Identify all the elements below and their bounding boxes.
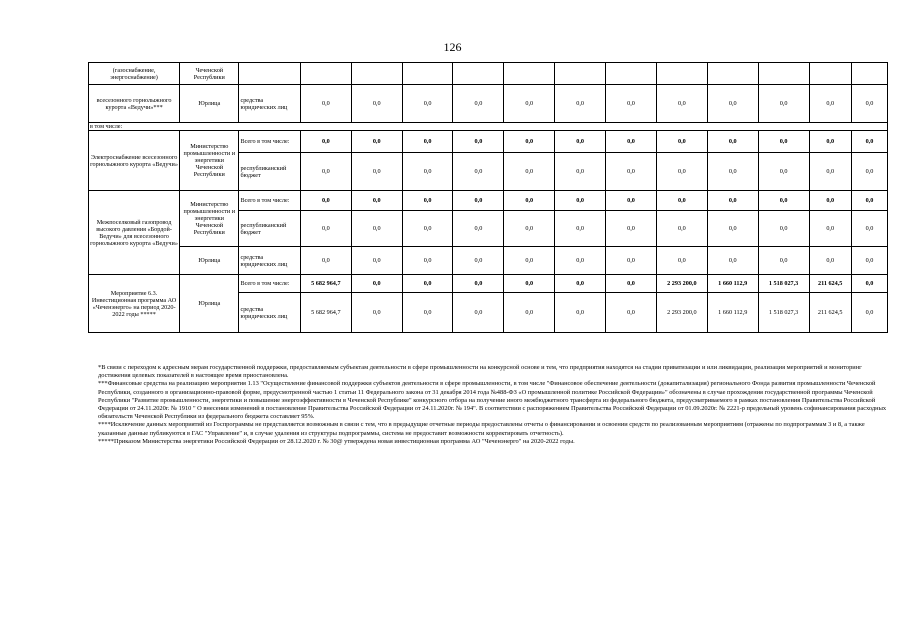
table-cell: средства юридических лиц (239, 247, 300, 275)
table-cell: 0,0 (504, 247, 555, 275)
table-row (89, 275, 888, 293)
table-cell: 0,0 (606, 85, 657, 123)
table-cell: 0,0 (656, 247, 707, 275)
table-cell: 0,0 (656, 191, 707, 211)
table-cell: 0,0 (300, 153, 351, 191)
table-cell: 0,0 (707, 247, 758, 275)
table-cell: 0,0 (351, 247, 402, 275)
table-cell: 0,0 (707, 85, 758, 123)
table-cell: Чеченской Республики (180, 63, 239, 85)
table-cell: 0,0 (851, 275, 887, 293)
footnote: ****Исключение данных мероприятий из Госпрограммы не представляется возможным в связи с тем, что в предыдущие отчетные периоды предоставлены отчеты о финансировании и освоении средств по реализованным мероприятиям (отражены по подпрограммам 3 и 8, а также указанные данные публикуются в ГАС "Управление" и, в случае удаления из структуры подпрограммы, система не предоставит возможности корректировать отчетность). (98, 421, 865, 437)
table-cell (809, 63, 851, 85)
table-cell: 0,0 (402, 211, 453, 247)
table-cell: 211 624,5 (809, 275, 851, 293)
table-cell: 5 682 964,7 (300, 293, 351, 333)
table-row (89, 123, 888, 131)
table-cell: 0,0 (707, 211, 758, 247)
table-cell: Юрлица (180, 247, 239, 275)
table-cell: 0,0 (555, 153, 606, 191)
table-cell: 0,0 (300, 247, 351, 275)
table-cell: 0,0 (555, 247, 606, 275)
table-cell: 0,0 (300, 85, 351, 123)
table-cell: 0,0 (555, 211, 606, 247)
table-cell (504, 63, 555, 85)
footnote: ***Финансовые средства на реализацию мероприятия 1.13 "Осуществление финансовой поддержки субъектов деятельности в сфере промышленности, в том числе "Финансовое обеспечение деятельности (докапитализация) регионального Фонда развития промышленности Чеченской Республики, созданного в организационно-правовой форме, предусмотренной частью 1 статьи 11 Федерального закона от 31 декабря 2014 года №488-ФЗ «О промышленной политике Российской Федерации»" обозначены в случае прохождения государственной программы Чеченской Республики "Развитие промышленности, энергетики и повышение энергоэффективности в Чеченской Республике" конкурсного отбора на получение иного межбюджетного трансферта из федерального бюджета, предусматриваемого в рамках постановления Правительства Российской Федерации от 24.11.2020г. № 1910 " О внесении изменений в постановление Правительства Российской Федерации от 24.11.2020г. № 194". В соответствии с распоряжением Правительства Российской Федерации от 01.09.2020г. № 2221-р предельный уровень софинансирования расходных обязательств Чеченской Республики из федерального бюджета составляет 95%. (98, 380, 887, 421)
table-cell: Министерство промышленности и энергетики Чеченской Республики (180, 191, 239, 247)
table-cell (851, 63, 887, 85)
table-cell: 0,0 (656, 131, 707, 153)
table-cell: всесезонного горнолыжного курорта «Ведучи»*** (89, 85, 180, 123)
table-cell: средства юридических лиц (239, 85, 300, 123)
table-cell (656, 63, 707, 85)
table-cell: 0,0 (758, 211, 809, 247)
table-cell: 0,0 (504, 191, 555, 211)
table-cell: Юрлица (180, 85, 239, 123)
table-cell (606, 63, 657, 85)
table-cell: 0,0 (402, 247, 453, 275)
table-cell: Юрлица (180, 275, 239, 333)
table-cell: 0,0 (300, 131, 351, 153)
table-cell: 0,0 (453, 131, 504, 153)
table-cell: 0,0 (851, 293, 887, 333)
table-cell: 0,0 (851, 153, 887, 191)
table-cell: 0,0 (300, 191, 351, 211)
table-cell: 0,0 (555, 131, 606, 153)
table-cell (707, 63, 758, 85)
table-cell: 0,0 (504, 131, 555, 153)
footnotes (98, 364, 888, 446)
table-cell (300, 63, 351, 85)
table-cell: 0,0 (555, 85, 606, 123)
table-cell: 0,0 (606, 293, 657, 333)
table-row (89, 247, 888, 275)
table-cell: 0,0 (351, 85, 402, 123)
table-cell: 0,0 (351, 191, 402, 211)
table-cell: 0,0 (656, 211, 707, 247)
table-cell: 0,0 (504, 293, 555, 333)
table-cell: 0,0 (453, 153, 504, 191)
table-cell: 0,0 (758, 131, 809, 153)
table-cell: 0,0 (504, 153, 555, 191)
table-cell: 0,0 (851, 131, 887, 153)
table-cell: 0,0 (809, 85, 851, 123)
table-cell (402, 63, 453, 85)
table-cell: Министерство промышленности и энергетики Чеченской Республики (180, 131, 239, 191)
table-cell: республиканский бюджет (239, 211, 300, 247)
table-cell: 1 660 112,9 (707, 293, 758, 333)
table-cell: 0,0 (809, 131, 851, 153)
table-cell: 0,0 (606, 275, 657, 293)
table-row (89, 191, 888, 211)
table-cell (555, 63, 606, 85)
table-cell: 0,0 (809, 191, 851, 211)
table-cell: Мероприятие 6.3. Инвестиционная программа АО «Чеченэнерго» на период 2020-2022 годы ***** (89, 275, 180, 333)
table-row (89, 63, 888, 85)
table-cell: 0,0 (351, 275, 402, 293)
table-cell: (газоснабжение, энергоснабжение) (89, 63, 180, 85)
budget-table (88, 62, 888, 333)
table-cell (758, 63, 809, 85)
table-cell: 0,0 (351, 211, 402, 247)
table-cell: 0,0 (351, 153, 402, 191)
table-cell: Электроснабжение всесезонного горнолыжного курорта «Ведучи» (89, 131, 180, 191)
table-cell: 0,0 (402, 85, 453, 123)
table-cell (453, 63, 504, 85)
table-cell: 0,0 (606, 131, 657, 153)
table-cell: 0,0 (402, 275, 453, 293)
table-cell: средства юридических лиц (239, 293, 300, 333)
table-cell: 0,0 (453, 275, 504, 293)
table-cell: 0,0 (758, 85, 809, 123)
table-cell: 0,0 (402, 131, 453, 153)
table-cell: 0,0 (351, 293, 402, 333)
table-cell: 0,0 (851, 247, 887, 275)
table-cell: 0,0 (453, 191, 504, 211)
table-cell: 0,0 (851, 191, 887, 211)
table-cell: 0,0 (453, 247, 504, 275)
table-cell: 0,0 (758, 191, 809, 211)
table-cell: 0,0 (809, 153, 851, 191)
table-cell: республиканский бюджет (239, 153, 300, 191)
table-cell: 0,0 (555, 293, 606, 333)
table-cell: Всего в том числе: (239, 191, 300, 211)
table-cell: 0,0 (707, 191, 758, 211)
table-cell: 5 682 964,7 (300, 275, 351, 293)
table-cell: 0,0 (351, 131, 402, 153)
table-cell: 1 518 027,3 (758, 275, 809, 293)
table-cell: 0,0 (758, 153, 809, 191)
table-cell: 0,0 (606, 191, 657, 211)
table-cell: 0,0 (851, 211, 887, 247)
table-cell (239, 63, 300, 85)
footnote: *В связи с переходом к адресным мерам государственной поддержки, предоставляемым субъектам деятельности в сфере промышленности на конкурсной основе и тем, что предприятия находятся на стадии приватизации и или ликвидации, реализация мероприятий и мониторинг достижения целевых показателей в настоящее время приостановлена. (98, 364, 862, 380)
table-cell: 0,0 (402, 153, 453, 191)
table-cell: 0,0 (555, 275, 606, 293)
table-cell: 211 624,5 (809, 293, 851, 333)
table-cell (351, 63, 402, 85)
table-cell: Всего в том числе: (239, 275, 300, 293)
table-cell: в том числе: (89, 123, 888, 131)
table-cell: Межпоселковый газопровод высокого давления «Бордой-Ведучи» для всесезонного горнолыжного курорта «Ведучи» (89, 191, 180, 275)
table-cell: 0,0 (809, 211, 851, 247)
table-cell: 0,0 (707, 153, 758, 191)
table-cell: 2 293 200,0 (656, 293, 707, 333)
table-cell: 0,0 (402, 191, 453, 211)
table-cell: 0,0 (504, 211, 555, 247)
table-row (89, 85, 888, 123)
table-cell: 0,0 (606, 247, 657, 275)
table-cell: 0,0 (504, 275, 555, 293)
table-cell: 0,0 (656, 153, 707, 191)
table-cell: 0,0 (606, 153, 657, 191)
table-cell: 0,0 (453, 211, 504, 247)
table-cell: 0,0 (707, 131, 758, 153)
table-cell: 0,0 (656, 85, 707, 123)
table-cell: 0,0 (504, 85, 555, 123)
table-cell: 0,0 (851, 85, 887, 123)
table-cell: 0,0 (555, 191, 606, 211)
table-cell: 0,0 (606, 211, 657, 247)
table-cell: Всего в том числе: (239, 131, 300, 153)
table-cell: 0,0 (809, 247, 851, 275)
footnote: *****Приказом Министерства энергетики Российской Федерации от 28.12.2020 г. № 30@ утверждена новая инвестиционная программа АО "Чеченэнерго" на 2020-2022 годы. (98, 437, 575, 445)
table-cell: 0,0 (453, 293, 504, 333)
table-cell: 0,0 (402, 293, 453, 333)
table-cell: 0,0 (758, 247, 809, 275)
table-cell: 1 518 027,3 (758, 293, 809, 333)
page-number: 126 (443, 40, 462, 54)
table-cell: 2 293 200,0 (656, 275, 707, 293)
table-row (89, 131, 888, 153)
table-cell: 0,0 (300, 211, 351, 247)
table-cell: 0,0 (453, 85, 504, 123)
table-cell: 1 660 112,9 (707, 275, 758, 293)
